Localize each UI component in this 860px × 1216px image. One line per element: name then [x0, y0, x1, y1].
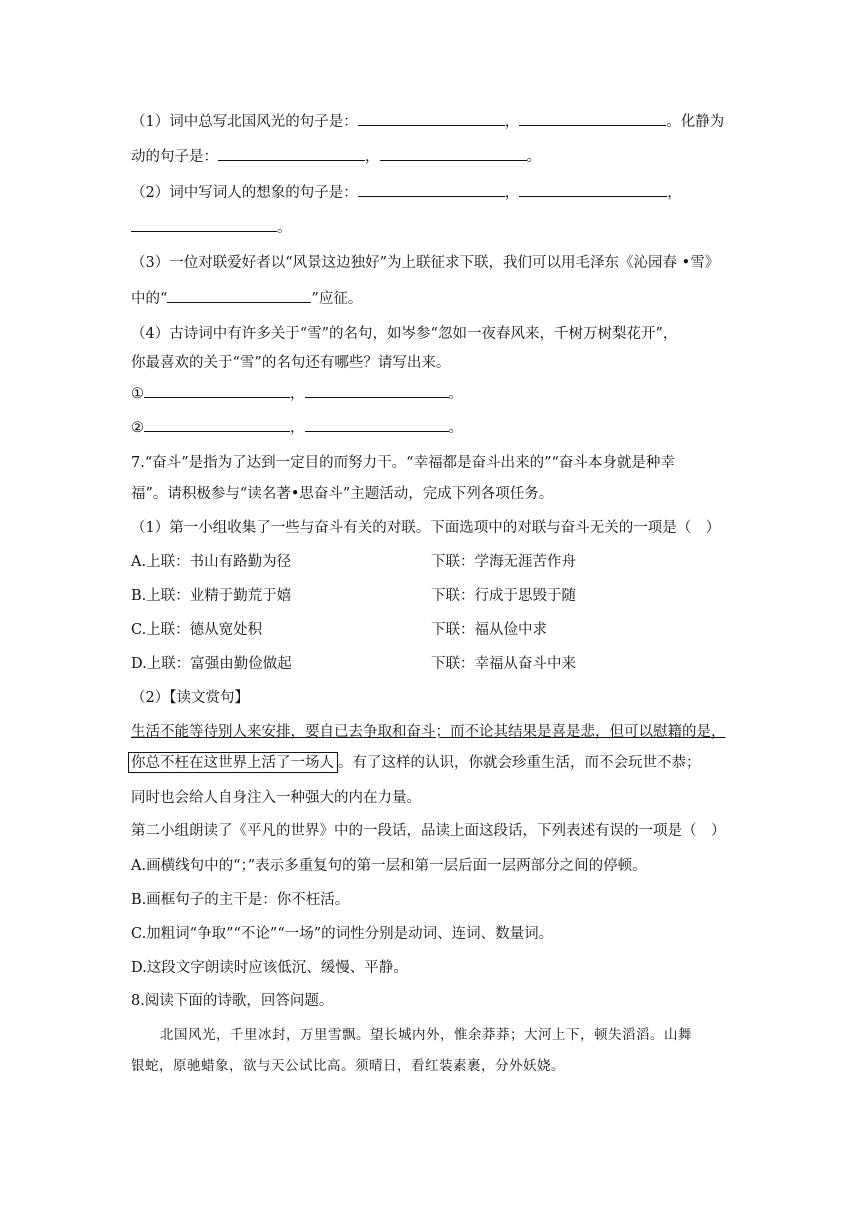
circled-number-1: ①: [131, 386, 144, 402]
answer-blank[interactable]: [380, 146, 527, 161]
answer-blank[interactable]: [131, 217, 277, 232]
q8-title-text: 8.阅读下面的诗歌，回答问题。: [131, 993, 334, 1009]
q6-p3b-prompt: 中的“: [131, 291, 168, 307]
q7-intro: 7.“奋斗”是指为了达到一定目的而努力干。“幸福都是奋斗出来的”“奋斗本身就是种幸: [131, 455, 675, 471]
answer-blank[interactable]: [144, 417, 290, 432]
q7-intro-line2: [131, 484, 553, 504]
q7-sub1: [131, 518, 720, 538]
choice-c[interactable]: [131, 924, 553, 944]
q6-p1b-prompt: 动的句子是：: [131, 149, 218, 165]
option-right: 下联：学海无涯苦作舟: [431, 554, 576, 570]
q6-p3b-end: ”应征。: [311, 291, 363, 307]
q6-p3-line2: [131, 288, 362, 309]
q6-p4-question: 你最喜欢的关于“雪”的名句还有哪些？请写出来。: [131, 355, 451, 371]
q6-p2-line2: [131, 217, 292, 238]
separator: ，: [504, 185, 520, 201]
poem-line1: [160, 1025, 692, 1045]
choice-text: B.画框句子的主干是：你不枉活。: [131, 892, 350, 908]
option-right: 下联：福从俭中求: [431, 622, 547, 638]
q6-p1b-end: 。: [526, 149, 541, 165]
answer-blank[interactable]: [167, 288, 311, 303]
separator: ，: [290, 386, 305, 402]
underlined-sentence: 生活不能等待别人来安排，要自已去争取和奋斗；而不论其结果是喜是悲，但可以慰籍的是，: [131, 724, 726, 740]
q7-sub1-text: （1）第一小组收集了一些与奋斗有关的对联。下面选项中的对联与奋斗无关的一项是（ ）: [131, 520, 721, 536]
poem-text: 北国风光，千里冰封，万里雪飘。望长城内外，惟余莽莽；大河上下，顿失滔滔。山舞: [160, 1027, 692, 1043]
q7-sub2-heading: （2）【读文赏句】: [131, 690, 249, 706]
passage-end: 同时也会给人自身注入一种强大的内在力量。: [131, 790, 421, 806]
separator: ，: [365, 149, 380, 165]
option-right: 下联：行成于思毁于随: [431, 588, 576, 604]
separator: ，: [504, 114, 520, 130]
option-left: B.上联：业精于勤荒于嬉: [131, 588, 292, 604]
answer-blank[interactable]: [358, 111, 505, 126]
q7-intro-cont: 福”。请积极参与“读名著•思奋斗”主题活动，完成下列各项任务。: [131, 486, 554, 502]
q6-p4-line2: [131, 353, 450, 373]
q6-p1-prompt: （1）词中总写北国风光的句子是：: [131, 114, 358, 130]
couplet-option-a[interactable]: [131, 552, 731, 572]
period: 。: [448, 386, 463, 402]
q6-p2-prompt: （2）词中写词人的想象的句子是：: [131, 185, 358, 201]
option-right: 下联：幸福从奋斗中来: [431, 656, 576, 672]
passage-continuation: 。有了这样的认识，你就会珍重生活，而不会玩世不恭；: [338, 755, 701, 771]
choice-d[interactable]: [131, 958, 408, 978]
passage-line2: [131, 753, 701, 773]
period: 。: [448, 420, 463, 436]
boxed-sentence: 你总不枉在这世界上活了一场人: [128, 752, 338, 773]
poem-line2: [131, 1056, 565, 1076]
option-left: D.上联：富强由勤俭做起: [131, 656, 292, 672]
poem-text: 银蛇，原驰蜡象，欲与天公试比高。须晴日，看红装素裹，分外妖娆。: [131, 1058, 565, 1074]
q6-p4-answer1: [131, 383, 463, 404]
q8-title: [131, 991, 333, 1011]
q6-p4-prompt: （4）古诗词中有许多关于“雪”的名句，如岑参“忽如一夜春风来，千树万树梨花开”，: [131, 326, 678, 342]
passage-line3: [131, 788, 421, 808]
q6-p1-end: 。化静为: [666, 114, 725, 130]
answer-blank[interactable]: [218, 146, 365, 161]
choice-a[interactable]: [131, 856, 647, 876]
choice-b[interactable]: [131, 890, 349, 910]
answer-blank[interactable]: [305, 417, 449, 432]
q7-sub2: [131, 688, 249, 708]
answer-blank[interactable]: [358, 182, 505, 197]
choice-text: A.画横线句中的“；”表示多重复句的第一层和第一层后面一层两部分之间的停顿。: [131, 858, 647, 874]
answer-blank[interactable]: [144, 383, 290, 398]
q6-p1-line1: [131, 111, 724, 132]
passage-line1: [131, 722, 726, 742]
option-left: C.上联：德从宽处积: [131, 622, 263, 638]
q6-p1-line2: [131, 146, 541, 167]
q6-p4-line1: [131, 324, 677, 344]
separator: ，: [290, 420, 305, 436]
couplet-option-b[interactable]: [131, 586, 731, 606]
couplet-option-c[interactable]: [131, 620, 731, 640]
q6-p4-answer2: [131, 417, 463, 438]
choice-text: C.加粗词“争取”“不论”“一场”的词性分别是动词、连词、数量词。: [131, 926, 554, 942]
answer-blank[interactable]: [519, 111, 666, 126]
answer-blank[interactable]: [305, 383, 449, 398]
separator: ，: [667, 185, 682, 201]
q6-p2b-end: 。: [277, 220, 292, 236]
option-left: A.上联：书山有路勤为径: [131, 554, 292, 570]
q7-sub2-question-text: 第二小组朗读了《平凡的世界》中的一段话，品读上面这段话，下列表述有误的一项是（ ）: [131, 823, 726, 839]
q7-intro-line1: [131, 453, 675, 473]
answer-blank[interactable]: [519, 182, 667, 197]
couplet-option-d[interactable]: [131, 654, 731, 674]
q6-p2-line1: [131, 182, 682, 203]
q6-p3-line1: [131, 253, 719, 273]
q7-sub2-question: [131, 821, 726, 841]
choice-text: D.这段文字朗读时应该低沉、缓慢、平静。: [131, 960, 408, 976]
q6-p3-prompt: （3）一位对联爱好者以“风景这边独好”为上联征求下联，我们可以用毛泽东《沁园春 •雪》: [131, 255, 720, 271]
circled-number-2: ②: [131, 420, 144, 436]
